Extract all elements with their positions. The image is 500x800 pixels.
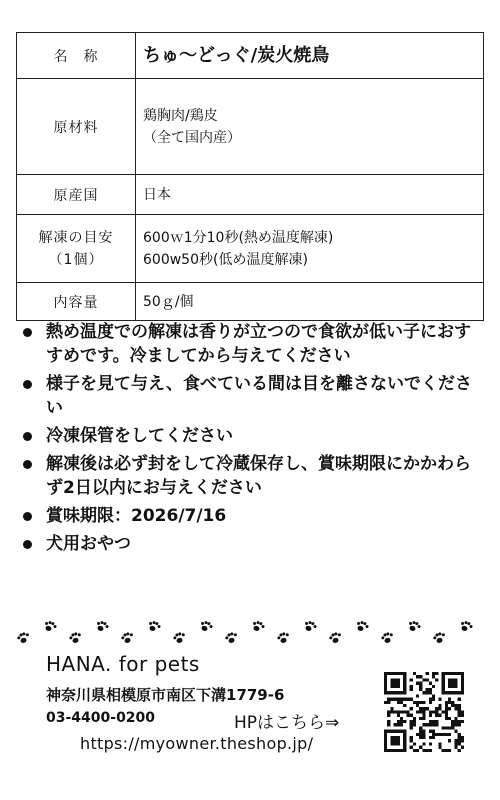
note-item: [16, 424, 486, 448]
spec-row-thaw: [17, 215, 484, 283]
paw-print-border: [18, 620, 488, 648]
note-item: [16, 372, 486, 420]
paw-print-icon: [17, 633, 30, 646]
bullet-icon: [23, 380, 32, 389]
paw-print-icon: [407, 621, 420, 634]
paw-print-icon: [303, 621, 316, 634]
paw-print-icon: [95, 621, 108, 634]
content-value: 50ｇ/個: [136, 283, 484, 321]
note-text: 様子を見て与え、食べている間は目を離さないでください: [46, 374, 473, 418]
paw-print-icon: [69, 633, 82, 646]
paw-print-icon: [381, 633, 394, 646]
spec-row-ingredients: [17, 79, 484, 175]
note-item: [16, 320, 486, 368]
note-text: 解凍後は必ず封をして冷蔵保存し、賞味期限にかかわらず2日以内にお与えください: [46, 454, 471, 498]
website-url[interactable]: https://myowner.theshop.jp/: [80, 734, 314, 753]
qr-code-icon[interactable]: [384, 672, 464, 752]
name-value: ちゅ～どっぐ/炭火焼鳥: [136, 33, 484, 79]
brand-name: HANA. for pets: [46, 652, 200, 676]
paw-print-icon: [43, 621, 56, 634]
note-text: 冷凍保管をしてください: [46, 426, 233, 446]
ingredients-line2: （全て国内産）: [143, 129, 241, 146]
thaw-line1: 600ｗ1分10秒(熱め温度解凍): [143, 229, 334, 246]
note-item: [16, 504, 486, 528]
paw-print-icon: [433, 633, 446, 646]
note-item: [16, 452, 486, 500]
paw-print-icon: [173, 633, 186, 646]
ingredients-value: [136, 79, 484, 175]
spec-row-name: [17, 33, 484, 79]
paw-print-icon: [121, 633, 134, 646]
paw-print-icon: [329, 633, 342, 646]
bullet-icon: [23, 540, 32, 549]
bullet-icon: [23, 328, 32, 337]
note-text: 賞味期限：2026/7/16: [46, 506, 227, 526]
note-text: 熱め温度での解凍は香りが立つので食欲が低い子におすすめです。冷ましてから与えてください: [46, 322, 471, 366]
paw-print-icon: [147, 621, 160, 634]
address: 神奈川県相模原市南区下溝1779-6: [46, 686, 285, 704]
paw-print-icon: [459, 621, 472, 634]
paw-print-icon: [355, 621, 368, 634]
name-label: 名 称: [17, 33, 136, 79]
bullet-icon: [23, 460, 32, 469]
notes-list: [16, 320, 486, 560]
thaw-label: [17, 215, 136, 283]
thaw-value: [136, 215, 484, 283]
spec-row-origin: [17, 175, 484, 215]
phone-number: 03-4400-0200: [46, 710, 156, 726]
ingredients-label: 原材料: [17, 79, 136, 175]
paw-print-icon: [251, 621, 264, 634]
paw-print-icon: [225, 633, 238, 646]
thaw-line2: 600w50秒(低め温度解凍): [143, 251, 308, 268]
origin-value: 日本: [136, 175, 484, 215]
content-label: 内容量: [17, 283, 136, 321]
hp-label: HPはこちら⇒: [234, 713, 340, 733]
spec-row-content: [17, 283, 484, 321]
thaw-label-line1: 解凍の目安: [38, 229, 114, 246]
note-text: 犬用おやつ: [46, 534, 131, 554]
thaw-label-line2: （1個）: [48, 251, 104, 268]
origin-label: 原産国: [17, 175, 136, 215]
ingredients-line1: 鶏胸肉/鶏皮: [143, 107, 218, 124]
paw-print-icon: [277, 633, 290, 646]
note-item: [16, 532, 486, 556]
bullet-icon: [23, 432, 32, 441]
paw-print-icon: [199, 621, 212, 634]
bullet-icon: [23, 512, 32, 521]
product-spec-table: [16, 32, 484, 321]
